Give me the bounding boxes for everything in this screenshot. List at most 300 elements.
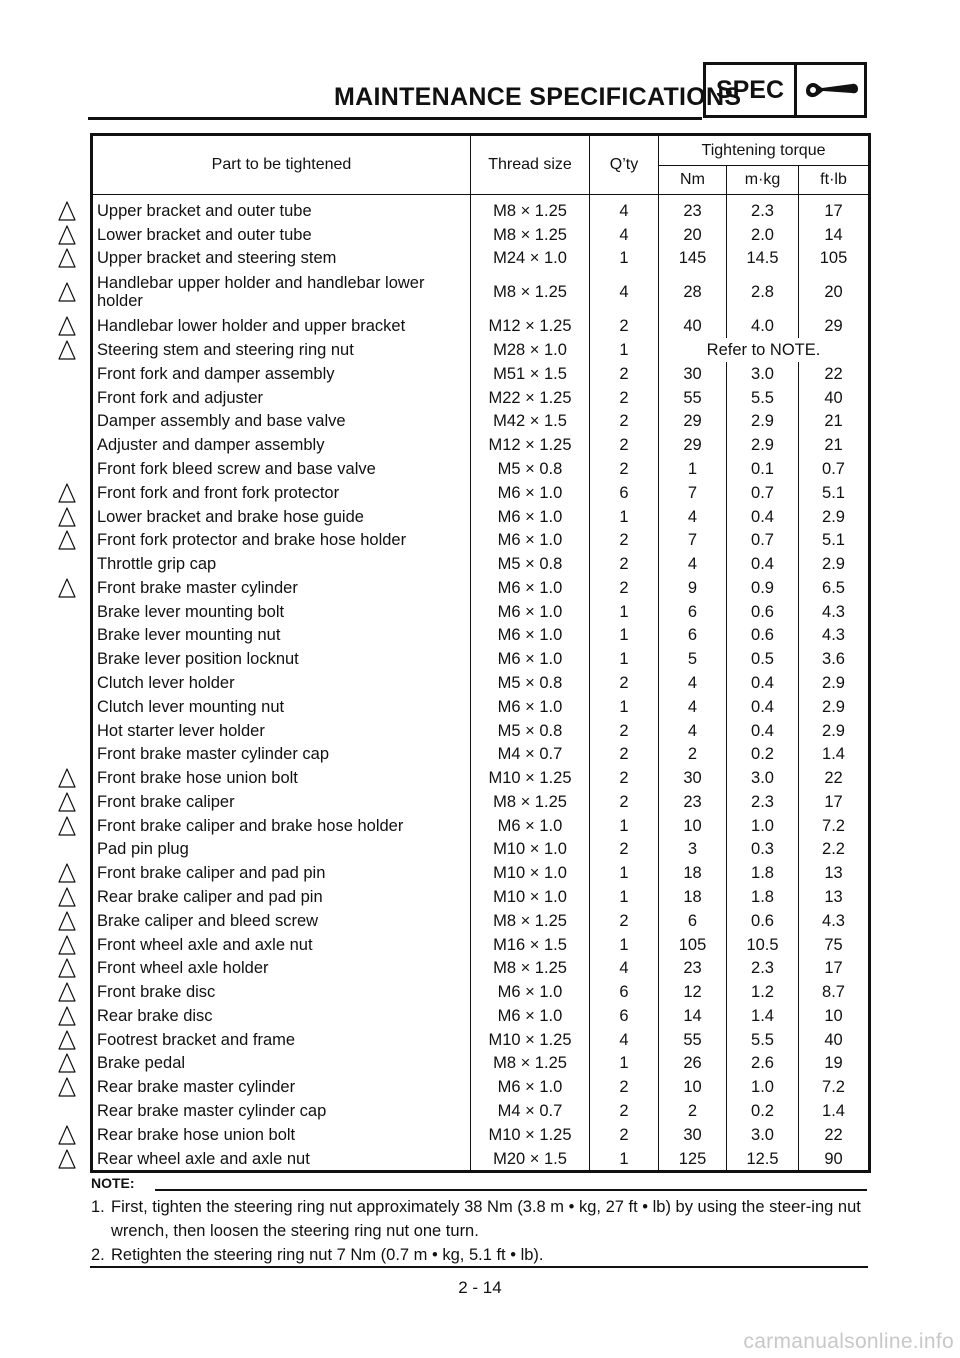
header-rule (88, 117, 702, 120)
mkg-cell: 2.9 (727, 409, 799, 433)
part-cell: Pad pin plug (92, 838, 471, 862)
table-row (92, 766, 870, 790)
mkg-cell: 0.6 (727, 624, 799, 648)
thread-cell: M6 × 1.0 (471, 576, 590, 600)
qty-cell: 6 (590, 980, 659, 1004)
qty-cell: 2 (590, 742, 659, 766)
thread-cell: M12 × 1.25 (471, 433, 590, 457)
part-cell: Steering stem and steering ring nut (92, 338, 471, 362)
qty-cell: 1 (590, 1052, 659, 1076)
table-row (92, 223, 870, 247)
thread-cell: M5 × 0.8 (471, 719, 590, 743)
qty-cell: 4 (590, 1028, 659, 1052)
nm-cell: 2 (659, 1099, 727, 1123)
part-cell: Rear brake master cylinder (92, 1075, 471, 1099)
mkg-cell: 2.3 (727, 790, 799, 814)
mkg-cell: 1.8 (727, 861, 799, 885)
ftlb-cell: 2.2 (799, 838, 870, 862)
thread-cell: M51 × 1.5 (471, 362, 590, 386)
mkg-cell: 0.3 (727, 838, 799, 862)
spec-badge (703, 62, 867, 118)
thread-cell: M6 × 1.0 (471, 600, 590, 624)
table-row (92, 980, 870, 1004)
ftlb-cell: 2.9 (799, 695, 870, 719)
qty-cell: 1 (590, 885, 659, 909)
mkg-cell: 1.4 (727, 1004, 799, 1028)
thread-cell: M8 × 1.25 (471, 195, 590, 223)
nm-cell: 55 (659, 386, 727, 410)
thread-cell: M8 × 1.25 (471, 956, 590, 980)
table-row (92, 600, 870, 624)
ftlb-cell: 22 (799, 362, 870, 386)
nm-cell: 2 (659, 742, 727, 766)
note-number: 2. (91, 1246, 105, 1264)
nm-cell: 23 (659, 956, 727, 980)
qty-cell: 2 (590, 386, 659, 410)
table-row (92, 624, 870, 648)
header-qty: Q’ty (590, 135, 659, 195)
mkg-cell: 2.0 (727, 223, 799, 247)
nm-cell: 23 (659, 790, 727, 814)
header-ftlb: ft·lb (799, 166, 870, 195)
qty-cell: 4 (590, 223, 659, 247)
mkg-cell: 5.5 (727, 1028, 799, 1052)
table-row (92, 552, 870, 576)
table-row (92, 885, 870, 909)
part-cell: Footrest bracket and frame (92, 1028, 471, 1052)
table-row (92, 647, 870, 671)
table-row (92, 838, 870, 862)
table-row (92, 790, 870, 814)
mkg-cell: 4.0 (727, 314, 799, 338)
part-cell: Front brake caliper and pad pin (92, 861, 471, 885)
part-cell: Brake lever mounting bolt (92, 600, 471, 624)
table-row (92, 457, 870, 481)
mkg-cell: 2.3 (727, 956, 799, 980)
part-cell: Rear brake caliper and pad pin (92, 885, 471, 909)
nm-cell: 30 (659, 362, 727, 386)
wrench-icon (797, 65, 864, 115)
thread-locker-icon (54, 1147, 80, 1171)
thread-cell: M8 × 1.25 (471, 909, 590, 933)
thread-cell: M4 × 0.7 (471, 1099, 590, 1123)
thread-cell: M5 × 0.8 (471, 457, 590, 481)
ftlb-cell: 17 (799, 956, 870, 980)
footer-rule (90, 1266, 868, 1268)
thread-cell: M6 × 1.0 (471, 647, 590, 671)
ftlb-cell: 6.5 (799, 576, 870, 600)
qty-cell: 6 (590, 1004, 659, 1028)
nm-cell: 28 (659, 270, 727, 314)
table-row (92, 1099, 870, 1123)
qty-cell: 2 (590, 1099, 659, 1123)
thread-locker-icon (54, 246, 80, 270)
thread-cell: M28 × 1.0 (471, 338, 590, 362)
ftlb-cell: 40 (799, 386, 870, 410)
thread-cell: M6 × 1.0 (471, 528, 590, 552)
part-cell: Adjuster and damper assembly (92, 433, 471, 457)
qty-cell: 2 (590, 314, 659, 338)
header-part: Part to be tightened (92, 135, 471, 195)
thread-locker-icon (54, 280, 80, 304)
thread-cell: M6 × 1.0 (471, 1075, 590, 1099)
qty-cell: 2 (590, 671, 659, 695)
mkg-cell: 0.1 (727, 457, 799, 481)
thread-locker-icon (54, 338, 80, 362)
thread-locker-icon (54, 909, 80, 933)
nm-cell: 29 (659, 409, 727, 433)
part-cell: Clutch lever mounting nut (92, 695, 471, 719)
thread-locker-icon (54, 1028, 80, 1052)
table-row (92, 956, 870, 980)
ftlb-cell: 8.7 (799, 980, 870, 1004)
spec-label: SPEC (706, 65, 797, 115)
qty-cell: 2 (590, 552, 659, 576)
mkg-cell: 12.5 (727, 1147, 799, 1172)
part-cell: Rear wheel axle and axle nut (92, 1147, 471, 1172)
qty-cell: 1 (590, 1147, 659, 1172)
nm-cell: 125 (659, 1147, 727, 1172)
qty-cell: 6 (590, 481, 659, 505)
thread-cell: M24 × 1.0 (471, 247, 590, 271)
mkg-cell: 0.2 (727, 1099, 799, 1123)
thread-locker-icon (54, 956, 80, 980)
qty-cell: 2 (590, 576, 659, 600)
header-torque: Tightening torque (659, 135, 870, 166)
thread-cell: M6 × 1.0 (471, 1004, 590, 1028)
qty-cell: 1 (590, 247, 659, 271)
ftlb-cell: 5.1 (799, 528, 870, 552)
thread-cell: M5 × 0.8 (471, 552, 590, 576)
part-cell: Front wheel axle and axle nut (92, 933, 471, 957)
thread-cell: M8 × 1.25 (471, 223, 590, 247)
torque-note-cell: Refer to NOTE. (659, 338, 870, 362)
part-cell: Front brake master cylinder cap (92, 742, 471, 766)
thread-locker-icon (54, 528, 80, 552)
part-cell: Front fork and front fork protector (92, 481, 471, 505)
table-row (92, 481, 870, 505)
nm-cell: 105 (659, 933, 727, 957)
thread-locker-icon (54, 814, 80, 838)
mkg-cell: 2.3 (727, 195, 799, 223)
mkg-cell: 0.4 (727, 552, 799, 576)
watermark: carmanualsonline.info (743, 1330, 954, 1353)
thread-locker-icon (54, 199, 80, 223)
qty-cell: 1 (590, 861, 659, 885)
part-cell: Hot starter lever holder (92, 719, 471, 743)
ftlb-cell: 4.3 (799, 909, 870, 933)
table-row (92, 719, 870, 743)
part-cell: Handlebar lower holder and upper bracket (92, 314, 471, 338)
table-row (92, 386, 870, 410)
thread-cell: M8 × 1.25 (471, 790, 590, 814)
mkg-cell: 0.6 (727, 909, 799, 933)
ftlb-cell: 105 (799, 247, 870, 271)
note-text: First, tighten the steering ring nut approximately 38 Nm (3.8 m • kg, 27 ft • lb) by using the steer-ing nut wrench, then loosen the steering ring nut one turn. (111, 1198, 861, 1240)
part-cell: Front wheel axle holder (92, 956, 471, 980)
ftlb-cell: 75 (799, 933, 870, 957)
part-cell: Lower bracket and outer tube (92, 223, 471, 247)
thread-locker-icon (54, 933, 80, 957)
part-cell: Front brake hose union bolt (92, 766, 471, 790)
thread-locker-icon (54, 790, 80, 814)
torque-table-wrap (90, 133, 868, 1173)
ftlb-cell: 21 (799, 409, 870, 433)
page-title: MAINTENANCE SPECIFICATIONS (334, 83, 742, 111)
ftlb-cell: 7.2 (799, 1075, 870, 1099)
thread-locker-icon (54, 861, 80, 885)
nm-cell: 18 (659, 861, 727, 885)
table-row (92, 338, 870, 362)
nm-cell: 12 (659, 980, 727, 1004)
thread-cell: M42 × 1.5 (471, 409, 590, 433)
note-item (91, 1243, 871, 1267)
nm-cell: 30 (659, 766, 727, 790)
part-cell: Rear brake hose union bolt (92, 1123, 471, 1147)
mkg-cell: 2.6 (727, 1052, 799, 1076)
part-cell: Brake caliper and bleed screw (92, 909, 471, 933)
ftlb-cell: 22 (799, 1123, 870, 1147)
ftlb-cell: 22 (799, 766, 870, 790)
page-number: 2 - 14 (458, 1278, 502, 1297)
qty-cell: 4 (590, 195, 659, 223)
note-number: 1. (91, 1198, 105, 1216)
table-row (92, 909, 870, 933)
qty-cell: 2 (590, 1123, 659, 1147)
table-row (92, 814, 870, 838)
thread-cell: M6 × 1.0 (471, 814, 590, 838)
mkg-cell: 0.4 (727, 505, 799, 529)
thread-cell: M6 × 1.0 (471, 505, 590, 529)
part-cell: Clutch lever holder (92, 671, 471, 695)
table-row (92, 1123, 870, 1147)
thread-locker-icon (54, 505, 80, 529)
nm-cell: 7 (659, 528, 727, 552)
mkg-cell: 0.4 (727, 719, 799, 743)
nm-cell: 30 (659, 1123, 727, 1147)
ftlb-cell: 2.9 (799, 505, 870, 529)
table-row (92, 409, 870, 433)
ftlb-cell: 90 (799, 1147, 870, 1172)
header-nm: Nm (659, 166, 727, 195)
thread-cell: M6 × 1.0 (471, 695, 590, 719)
table-row (92, 505, 870, 529)
ftlb-cell: 2.9 (799, 552, 870, 576)
mkg-cell: 0.9 (727, 576, 799, 600)
nm-cell: 4 (659, 719, 727, 743)
nm-cell: 6 (659, 909, 727, 933)
qty-cell: 2 (590, 528, 659, 552)
nm-cell: 20 (659, 223, 727, 247)
part-cell: Brake lever position locknut (92, 647, 471, 671)
ftlb-cell: 0.7 (799, 457, 870, 481)
nm-cell: 10 (659, 1075, 727, 1099)
part-cell: Front fork and damper assembly (92, 362, 471, 386)
note-label: NOTE: (91, 1175, 135, 1191)
qty-cell: 2 (590, 790, 659, 814)
qty-cell: 2 (590, 909, 659, 933)
qty-cell: 2 (590, 362, 659, 386)
thread-locker-icon (54, 885, 80, 909)
mkg-cell: 0.7 (727, 528, 799, 552)
part-cell: Upper bracket and steering stem (92, 247, 471, 271)
thread-cell: M10 × 1.25 (471, 1123, 590, 1147)
nm-cell: 3 (659, 838, 727, 862)
nm-cell: 4 (659, 552, 727, 576)
table-row (92, 742, 870, 766)
thread-locker-icon (54, 1123, 80, 1147)
thread-cell: M22 × 1.25 (471, 386, 590, 410)
thread-cell: M8 × 1.25 (471, 1052, 590, 1076)
thread-locker-icon (54, 314, 80, 338)
qty-cell: 1 (590, 695, 659, 719)
note-text: Retighten the steering ring nut 7 Nm (0.7 m • kg, 5.1 ft • lb). (111, 1246, 544, 1264)
qty-cell: 1 (590, 814, 659, 838)
part-cell: Front fork protector and brake hose holder (92, 528, 471, 552)
qty-cell: 2 (590, 1075, 659, 1099)
ftlb-cell: 4.3 (799, 624, 870, 648)
qty-cell: 2 (590, 838, 659, 862)
part-cell: Handlebar upper holder and handlebar lower holder (92, 270, 471, 314)
mkg-cell: 10.5 (727, 933, 799, 957)
note-item (91, 1195, 871, 1243)
thread-cell: M4 × 0.7 (471, 742, 590, 766)
nm-cell: 9 (659, 576, 727, 600)
thread-locker-icon (54, 223, 80, 247)
table-row (92, 528, 870, 552)
mkg-cell: 0.4 (727, 671, 799, 695)
nm-cell: 29 (659, 433, 727, 457)
part-cell: Front brake caliper (92, 790, 471, 814)
nm-cell: 40 (659, 314, 727, 338)
part-cell: Rear brake disc (92, 1004, 471, 1028)
nm-cell: 5 (659, 647, 727, 671)
ftlb-cell: 20 (799, 270, 870, 314)
table-row (92, 695, 870, 719)
part-cell: Front fork bleed screw and base valve (92, 457, 471, 481)
nm-cell: 55 (659, 1028, 727, 1052)
thread-cell: M6 × 1.0 (471, 980, 590, 1004)
qty-cell: 2 (590, 766, 659, 790)
qty-cell: 1 (590, 600, 659, 624)
part-cell: Front brake caliper and brake hose holder (92, 814, 471, 838)
ftlb-cell: 19 (799, 1052, 870, 1076)
qty-cell: 1 (590, 624, 659, 648)
table-row (92, 314, 870, 338)
mkg-cell: 14.5 (727, 247, 799, 271)
ftlb-cell: 7.2 (799, 814, 870, 838)
part-cell: Throttle grip cap (92, 552, 471, 576)
thread-cell: M10 × 1.0 (471, 885, 590, 909)
thread-cell: M20 × 1.5 (471, 1147, 590, 1172)
nm-cell: 6 (659, 600, 727, 624)
qty-cell: 2 (590, 719, 659, 743)
header-mkg: m·kg (727, 166, 799, 195)
table-row (92, 433, 870, 457)
ftlb-cell: 14 (799, 223, 870, 247)
part-cell: Front brake master cylinder (92, 576, 471, 600)
part-cell: Front fork and adjuster (92, 386, 471, 410)
thread-cell: M16 × 1.5 (471, 933, 590, 957)
thread-cell: M10 × 1.25 (471, 1028, 590, 1052)
thread-cell: M10 × 1.0 (471, 838, 590, 862)
part-cell: Upper bracket and outer tube (92, 195, 471, 223)
ftlb-cell: 29 (799, 314, 870, 338)
table-row (92, 1075, 870, 1099)
table-row (92, 671, 870, 695)
ftlb-cell: 3.6 (799, 647, 870, 671)
thread-locker-icon (54, 980, 80, 1004)
thread-locker-icon (54, 1004, 80, 1028)
qty-cell: 1 (590, 338, 659, 362)
mkg-cell: 2.8 (727, 270, 799, 314)
table-row (92, 576, 870, 600)
qty-cell: 2 (590, 409, 659, 433)
torque-table (90, 133, 871, 1173)
thread-cell: M12 × 1.25 (471, 314, 590, 338)
nm-cell: 1 (659, 457, 727, 481)
nm-cell: 6 (659, 624, 727, 648)
ftlb-cell: 1.4 (799, 742, 870, 766)
thread-cell: M6 × 1.0 (471, 481, 590, 505)
ftlb-cell: 2.9 (799, 671, 870, 695)
mkg-cell: 5.5 (727, 386, 799, 410)
note-list (91, 1195, 871, 1267)
mkg-cell: 0.5 (727, 647, 799, 671)
table-row (92, 1147, 870, 1172)
mkg-cell: 3.0 (727, 766, 799, 790)
ftlb-cell: 13 (799, 861, 870, 885)
table-row (92, 933, 870, 957)
ftlb-cell: 17 (799, 790, 870, 814)
ftlb-cell: 17 (799, 195, 870, 223)
nm-cell: 23 (659, 195, 727, 223)
ftlb-cell: 4.3 (799, 600, 870, 624)
ftlb-cell: 40 (799, 1028, 870, 1052)
mkg-cell: 1.8 (727, 885, 799, 909)
note-rule (155, 1189, 867, 1191)
mkg-cell: 0.2 (727, 742, 799, 766)
table-row (92, 861, 870, 885)
mkg-cell: 0.7 (727, 481, 799, 505)
nm-cell: 14 (659, 1004, 727, 1028)
mkg-cell: 1.0 (727, 1075, 799, 1099)
thread-cell: M10 × 1.25 (471, 766, 590, 790)
thread-cell: M6 × 1.0 (471, 624, 590, 648)
thread-locker-icon (54, 481, 80, 505)
part-cell: Brake lever mounting nut (92, 624, 471, 648)
thread-locker-icon (54, 1051, 80, 1075)
ftlb-cell: 1.4 (799, 1099, 870, 1123)
table-row (92, 270, 870, 314)
mkg-cell: 2.9 (727, 433, 799, 457)
qty-cell: 4 (590, 956, 659, 980)
part-cell: Lower bracket and brake hose guide (92, 505, 471, 529)
nm-cell: 4 (659, 505, 727, 529)
table-row (92, 195, 870, 223)
qty-cell: 4 (590, 270, 659, 314)
nm-cell: 26 (659, 1052, 727, 1076)
mkg-cell: 1.2 (727, 980, 799, 1004)
nm-cell: 10 (659, 814, 727, 838)
header-thread: Thread size (471, 135, 590, 195)
thread-locker-icon (54, 766, 80, 790)
part-cell: Brake pedal (92, 1052, 471, 1076)
nm-cell: 18 (659, 885, 727, 909)
mkg-cell: 3.0 (727, 1123, 799, 1147)
ftlb-cell: 13 (799, 885, 870, 909)
nm-cell: 4 (659, 671, 727, 695)
